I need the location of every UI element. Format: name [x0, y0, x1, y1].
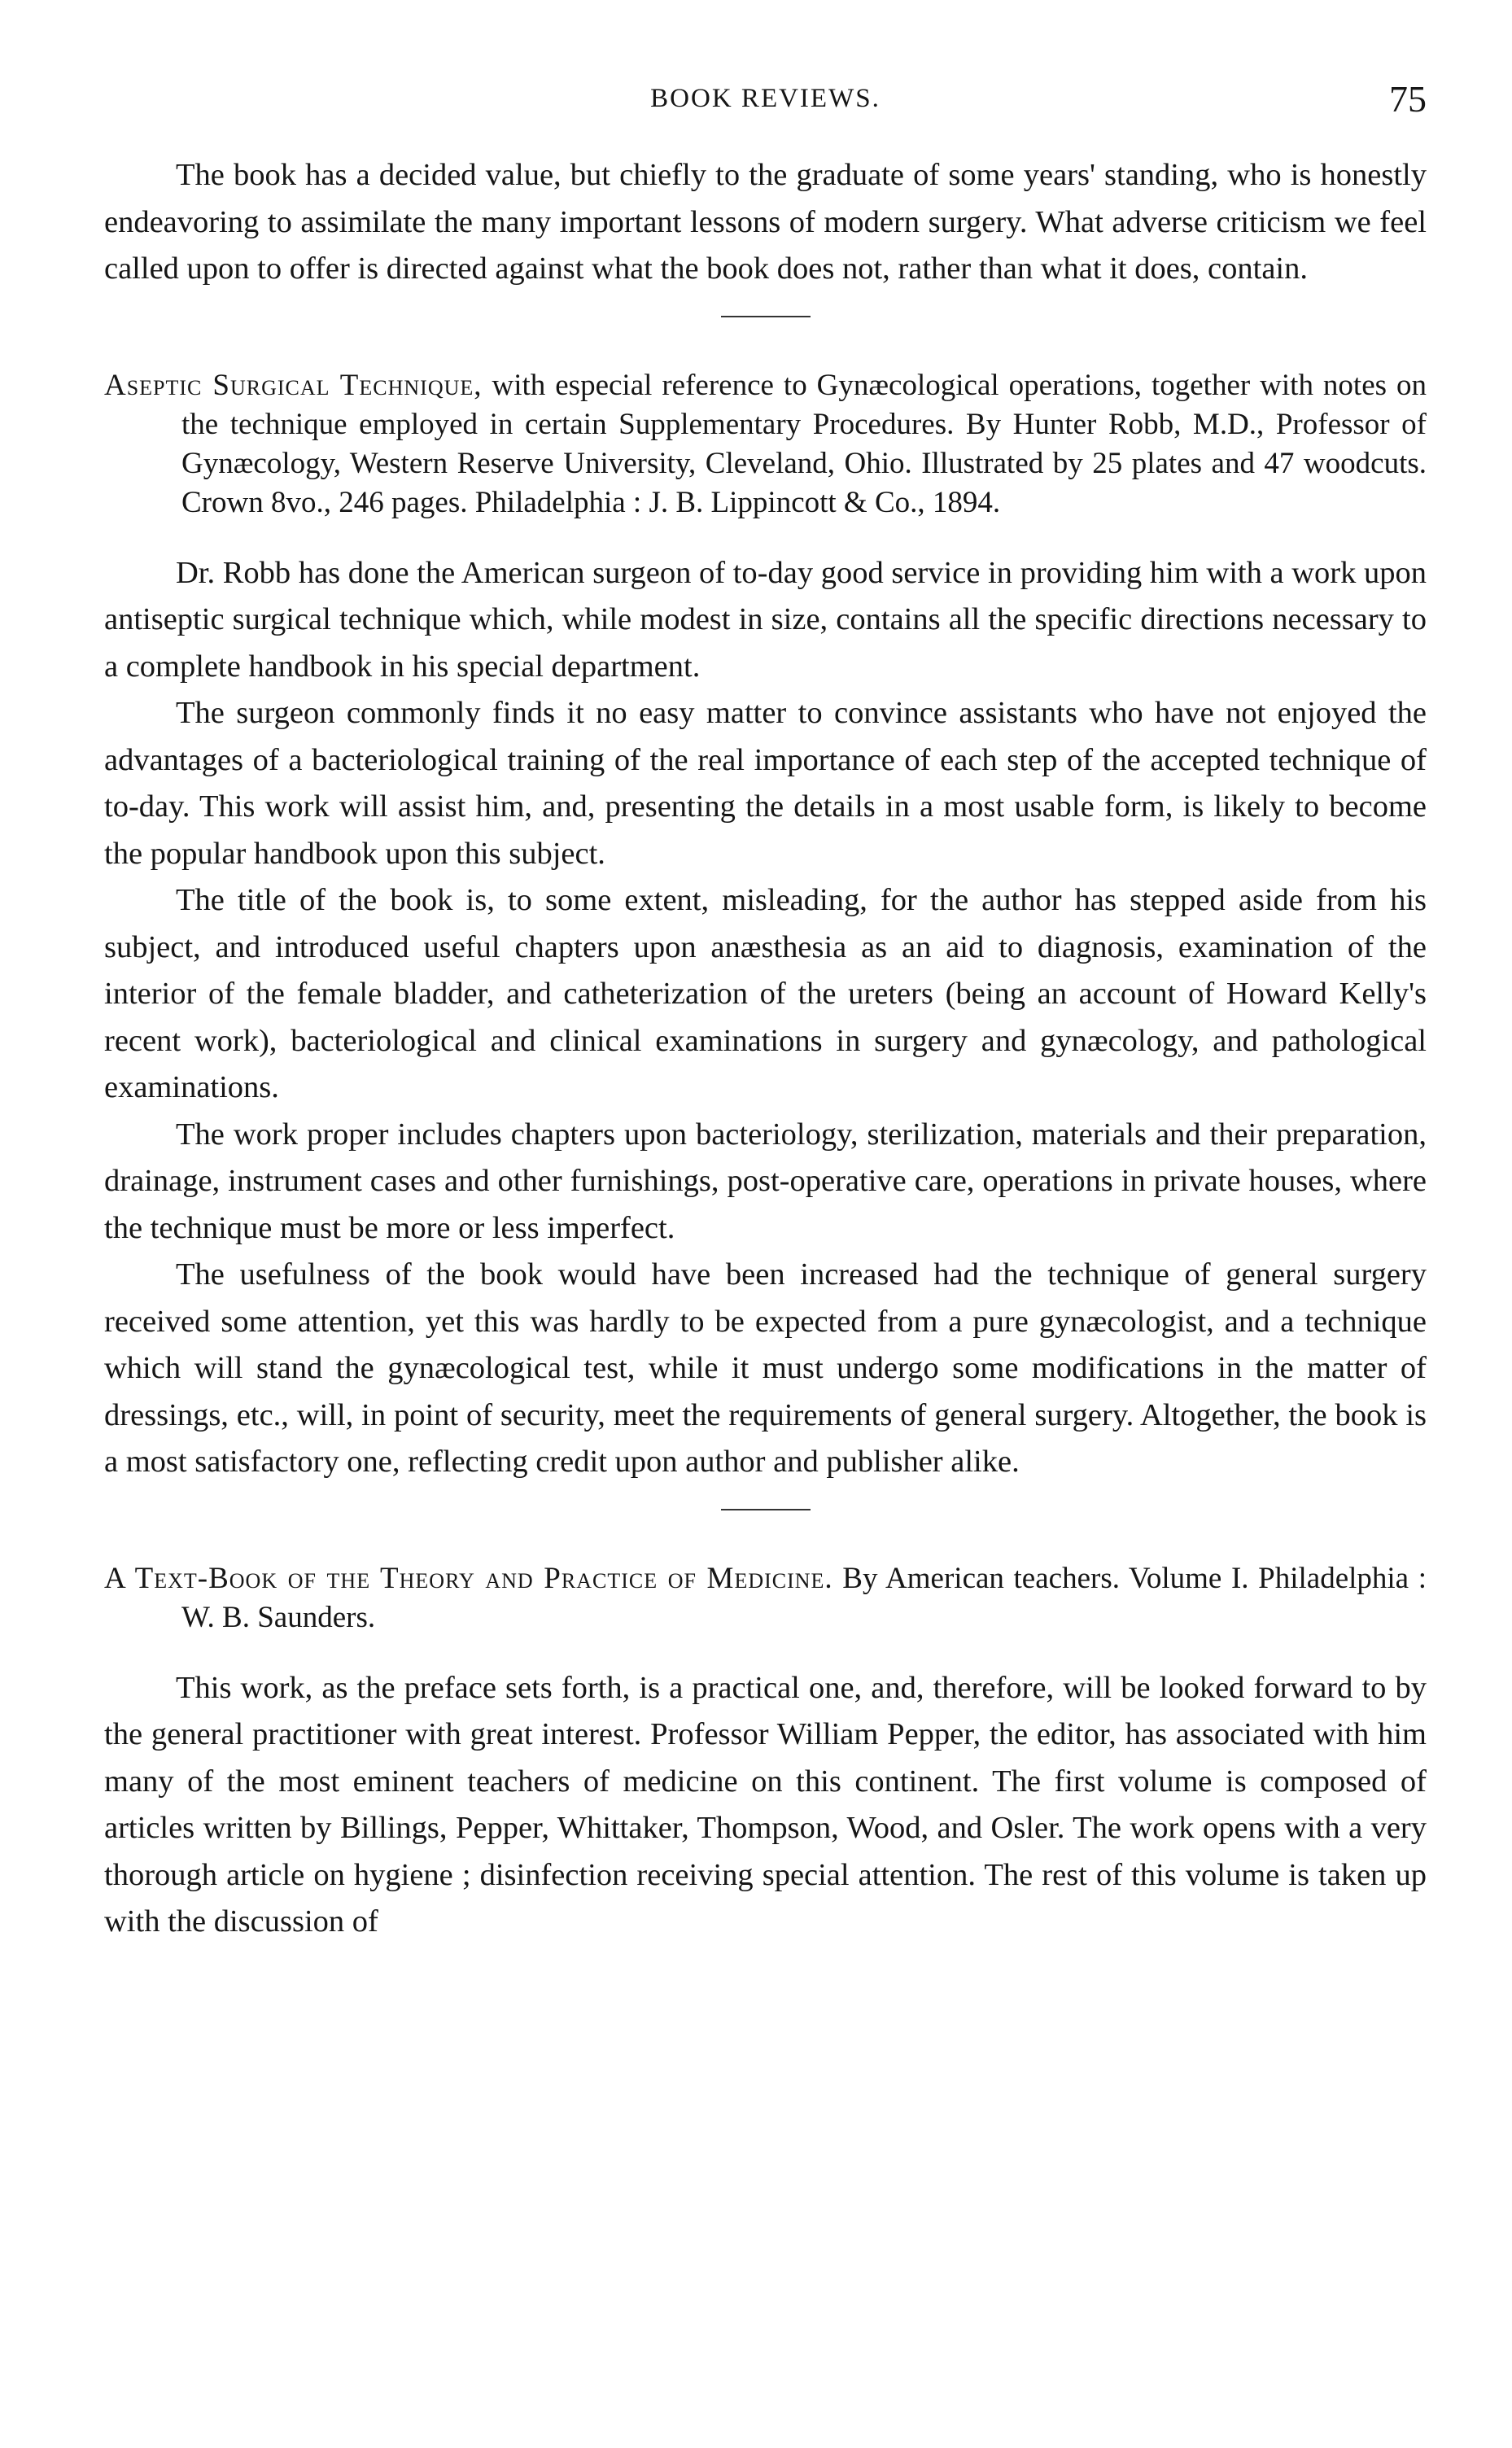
- running-title: BOOK REVIEWS.: [650, 84, 881, 113]
- book-title: A Text-Book of the Theory and Practice of Medicine.: [104, 1561, 833, 1595]
- book-details: By American teachers. Volume I. Philadelphia : W. B. Saunders.: [181, 1561, 1427, 1634]
- body-paragraph: The surgeon commonly finds it no easy matter to convince assistants who have not enjoyed the advantages of a bacteriological training of the real importance of each step of the accepted technique of to-day. This work will assist him, and, presenting the details in a most usable form, is likely to become the popular handbook upon this subject.: [104, 696, 1427, 871]
- running-header: [104, 77, 1427, 152]
- section-divider: [721, 316, 811, 317]
- review-aseptic-surgical-technique: [104, 366, 1427, 1486]
- review-previous-conclusion: [104, 152, 1427, 293]
- body-paragraph: The book has a decided value, but chiefly to the graduate of some years' standing, who is honestly endeavoring to assimilate the many important lessons of modern surgery. What adverse criticism we feel called upon to offer is directed against what the book does not, rather than what it does, contain.: [104, 158, 1427, 286]
- section-divider: [721, 1509, 811, 1510]
- page-number: 75: [1389, 78, 1427, 120]
- review-heading: [104, 366, 1427, 522]
- book-details: with especial reference to Gynæcological operations, together with notes on the technique employed in certain Supplementary Procedures. By Hunter Robb, M.D., Professor of Gynæcology, Western Reserve University, Cleveland, Ohio. Illustrated by 25 plates and 47 woodcuts. Crown 8vo., 246 pages. Philadelphia : J. B. Lippincott & Co., 1894.: [181, 368, 1427, 519]
- review-text-book-of-medicine: [104, 1559, 1427, 1946]
- body-paragraph: The usefulness of the book would have been increased had the technique of general surgery received some attention, yet this was hardly to be expected from a pure gynæcologist, and a technique which will stand the gynæcological test, while it must undergo some modifications in the matter of dressings, etc., will, in point of security, meet the requirements of general surgery. Altogether, the book is a most satisfactory one, reflecting credit upon author and publisher alike.: [104, 1257, 1427, 1479]
- review-heading: [104, 1559, 1427, 1637]
- body-paragraph: This work, as the preface sets forth, is a practical one, and, therefore, will be looked forward to by the general practitioner with great interest. Professor William Pepper, the editor, has associated with him many of the most eminent teachers of medicine on this continent. The first volume is composed of articles written by Billings, Pepper, Whittaker, Thompson, Wood, and Osler. The work opens with a very thorough article on hygiene ; disinfection receiving special attention. The rest of this volume is taken up with the discussion of: [104, 1670, 1427, 1939]
- body-paragraph: The title of the book is, to some extent, misleading, for the author has stepped aside from his subject, and introduced useful chapters upon anæsthesia as an aid to diagnosis, examination of the interior of the female bladder, and catheterization of the ureters (being an account of Howard Kelly's recent work), bacteriological and clinical examinations in surgery and gynæcology, and pathological examinations.: [104, 883, 1427, 1104]
- body-paragraph: The work proper includes chapters upon bacteriology, sterilization, materials and their preparation, drainage, instrument cases and other furnishings, post-operative care, operations in private houses, where the technique must be more or less imperfect.: [104, 1117, 1427, 1245]
- book-title: Aseptic Surgical Technique,: [104, 368, 483, 402]
- body-paragraph: Dr. Robb has done the American surgeon of to-day good service in providing him with a work upon antiseptic surgical technique which, while modest in size, contains all the specific directions necessary to a complete handbook in his special department.: [104, 555, 1427, 684]
